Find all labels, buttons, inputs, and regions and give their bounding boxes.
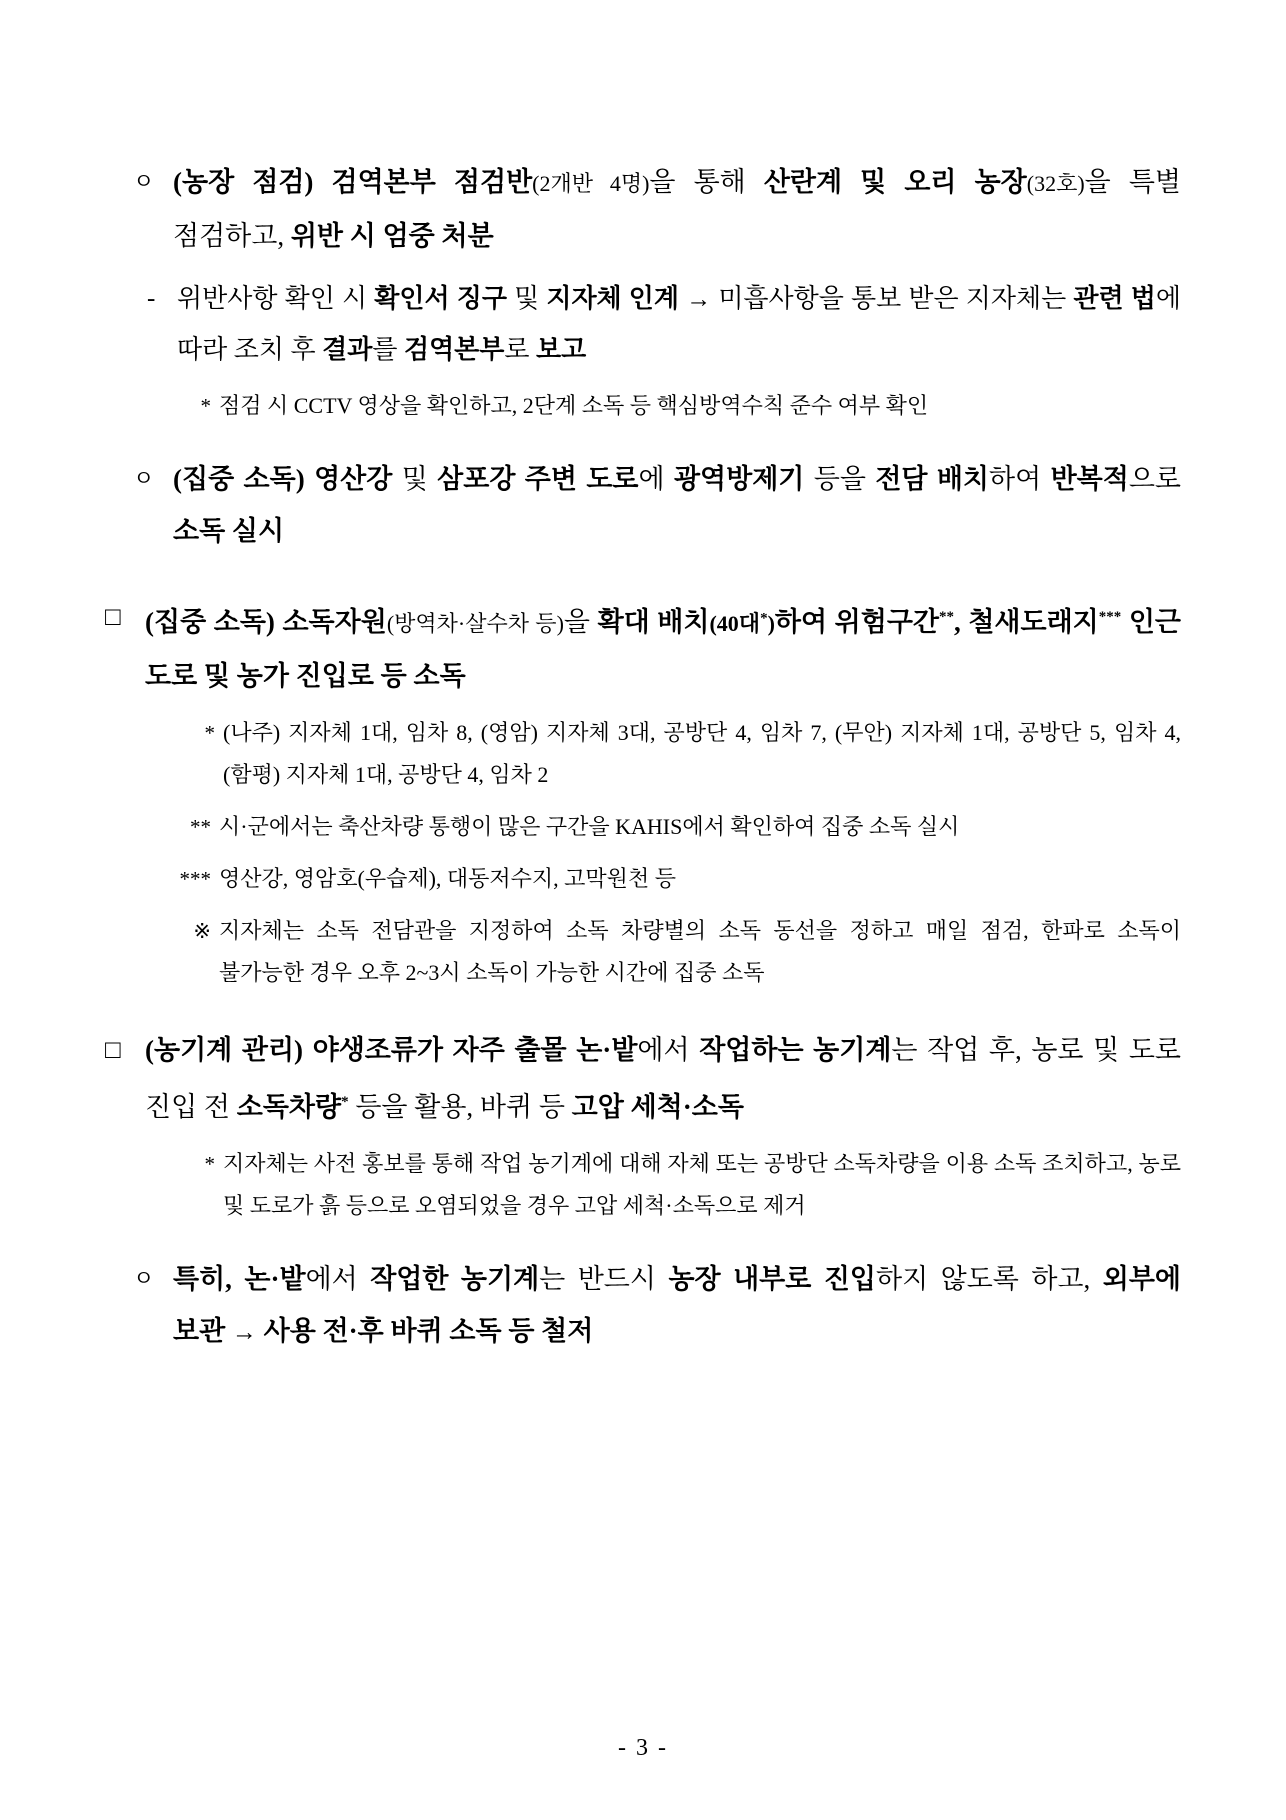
note-cctv: [105, 385, 1181, 427]
bullet-circle-icon: ㅇ: [133, 466, 155, 491]
intensive-disinfection-1-text: (집중 소독) 영산강 및 삼포강 주변 도로에 광역방제기 등을 전담 배치하여 반복적으로 소독 실시: [173, 464, 1181, 546]
note-machinery: [105, 1143, 1181, 1227]
note-cctv-text: 점검 시 CCTV 영상을 확인하고, 2단계 소독 등 핵심방역수칙 준수 여부 확인: [219, 393, 929, 418]
machinery-management-text: (농기계 관리) 야생조류가 자주 출몰 논·밭에서 작업하는 농기계는 작업 후, 농로 및 도로 진입 전 소독차량* 등을 활용, 바퀴 등 고압 세척·소독: [145, 1035, 1181, 1122]
note-machinery-text: 지자체는 사전 홍보를 통해 작업 농기계에 대해 자체 또는 공방단 소독차량을 이용 소독 조치하고, 농로 및 도로가 흙 등으로 오염되었을 경우 고압 세척·소독으로 제거: [223, 1151, 1181, 1218]
list-item-violation: [105, 274, 1181, 375]
list-item-machinery-no-entry: [105, 1253, 1181, 1359]
farm-inspection-text: (농장 점검) 검역본부 점검반(2개반 4명)을 통해 산란계 및 오리 농장(32호)을 특별 점검하고, 위반 시 엄중 처분: [173, 167, 1181, 251]
list-item-intensive-disinfection-1: [105, 453, 1181, 557]
bullet-circle-icon: ㅇ: [133, 1266, 155, 1291]
note-reference-mark-icon: ※: [193, 919, 211, 943]
note-local-government-text: 지자체는 소독 전담관을 지정하여 소독 차량별의 소독 동선을 정하고 매일 점검, 한파로 소독이 불가능한 경우 오후 2~3시 소독이 가능한 시간에 집중 소독: [219, 918, 1181, 985]
page-number: - 3 -: [618, 1735, 668, 1761]
note-asterisk-icon: *: [200, 394, 211, 418]
note-resources-text: (나주) 지자체 1대, 임차 8, (영암) 지자체 3대, 공방단 4, 임차 7, (무안) 지자체 1대, 공방단 5, 임차 4, (함평) 지자체 1대, 공방단 4, 임차 2: [223, 720, 1181, 787]
note-resources: [105, 712, 1181, 796]
list-item-machinery-management: [105, 1024, 1181, 1133]
note-double-asterisk-icon: **: [190, 815, 211, 839]
note-asterisk-icon: *: [204, 1152, 215, 1176]
bullet-dash-icon: -: [147, 285, 156, 312]
bullet-square-icon: □: [105, 1035, 121, 1064]
violation-text: 위반사항 확인 시 확인서 징구 및 지자체 인계 → 미흡사항을 통보 받은 지자체는 관련 법에 따라 조치 후 결과를 검역본부로 보고: [177, 284, 1181, 364]
list-item-farm-inspection: [105, 156, 1181, 262]
note-asterisk-icon: *: [204, 721, 215, 745]
note-migratory-sites: [105, 858, 1181, 900]
note-kahis-text: 시·군에서는 축산차량 통행이 많은 구간을 KAHIS에서 확인하여 집중 소독 실시: [219, 814, 960, 839]
list-item-intensive-disinfection-2: [105, 591, 1181, 702]
note-kahis: [105, 806, 1181, 848]
note-local-government: [105, 910, 1181, 994]
note-migratory-sites-text: 영산강, 영암호(우습제), 대동저수지, 고막원천 등: [219, 866, 676, 891]
note-triple-asterisk-icon: ***: [179, 867, 211, 891]
intensive-disinfection-2-text: (집중 소독) 소독자원(방역차·살수차 등)을 확대 배치(40대*)하여 위험구간**, 철새도래지*** 인근 도로 및 농가 진입로 등 소독: [145, 607, 1181, 691]
bullet-circle-icon: ㅇ: [133, 169, 155, 194]
machinery-no-entry-text: 특히, 논·밭에서 작업한 농기계는 반드시 농장 내부로 진입하지 않도록 하고, 외부에 보관 → 사용 전·후 바퀴 소독 등 철저: [173, 1264, 1181, 1346]
bullet-square-icon: □: [105, 602, 121, 631]
